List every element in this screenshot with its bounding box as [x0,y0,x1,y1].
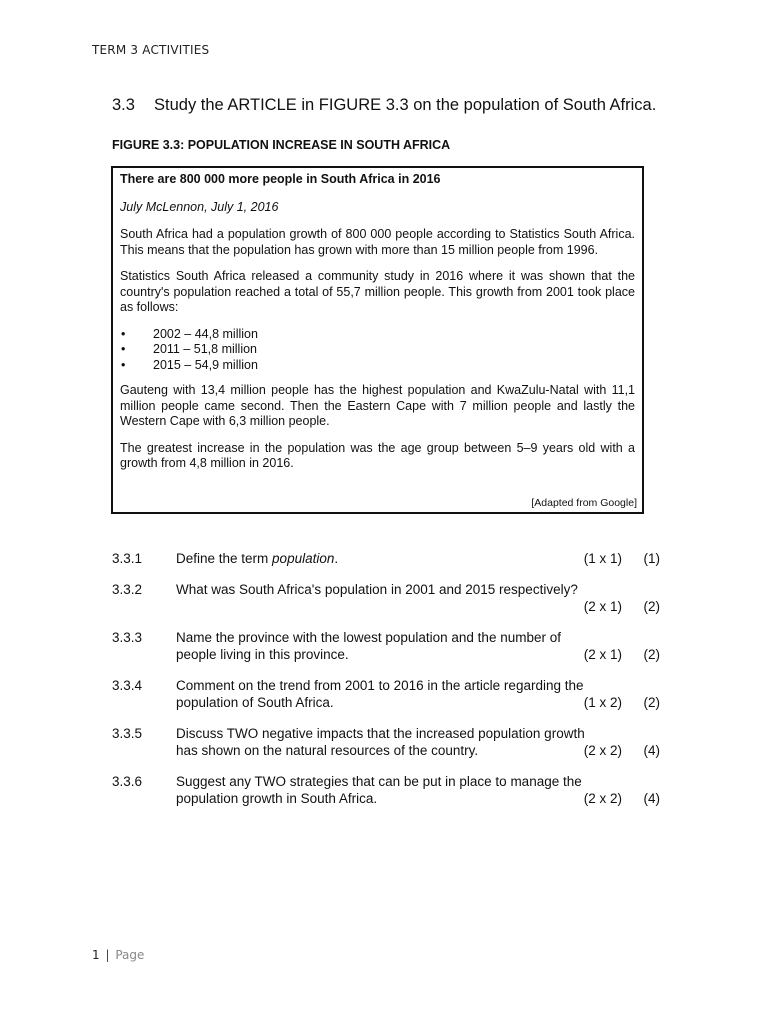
sub-question-number: 3.3.2 [112,582,143,597]
page-number: 1 [92,948,100,962]
sub-question-text: What was South Africa's population in 2001 and 2015 respectively? [176,582,578,597]
sub-question-3-3-1 [112,550,664,567]
article-paragraph: Statistics South Africa released a community study in 2016 where it was shown that the country's population reached a total of 55,7 million people. This growth from 2001 took place as follows: [120,269,635,314]
bullet-icon: • [121,326,126,341]
population-list [120,327,635,374]
question-heading [112,96,656,115]
mark-allocation: (2 x 1) [583,599,622,614]
mark-allocation: (1 x 1) [583,551,622,566]
sub-question-text: Define the term population. [176,551,339,566]
sub-question-number: 3.3.3 [112,630,143,645]
sub-question-3-3-4 [112,677,664,711]
mark-allocation: (2 x 2) [583,791,622,806]
question-number: 3.3 [112,96,135,114]
mark-total: (4) [643,743,660,758]
mark-total: (1) [643,551,660,566]
sub-questions [112,550,664,821]
sub-question-3-3-2 [112,581,664,615]
mark-total: (2) [643,647,660,662]
bullet-icon: • [121,342,126,356]
page-footer [92,948,144,962]
figure-title: FIGURE 3.3: POPULATION INCREASE IN SOUTH AFRICA [112,138,451,152]
article-paragraph: South Africa had a population growth of 800 000 people according to Statistics South Africa. This means that the population has grown with more than 15 million people from 1996. [120,227,635,257]
sub-question-3-3-3 [112,629,664,663]
page-label: Page [115,948,145,962]
list-item: • 2011 – 51,8 million [121,342,258,356]
footer-separator: | [105,948,110,962]
article-paragraph: Gauteng with 13,4 million people has the highest population and KwaZulu-Natal with 11,1 million people came second. Then the Eastern Cape with 7 million people and lastly the Western Cape with 6,3 million people. [120,383,635,428]
mark-total: (2) [643,695,660,710]
sub-question-text: Name the province with the lowest population and the number of people living in this province. [176,630,561,662]
sub-question-number: 3.3.4 [112,678,143,693]
mark-allocation: (1 x 2) [583,695,622,710]
sub-question-3-3-5 [112,725,664,759]
mark-total: (2) [643,599,660,614]
sub-question-number: 3.3.5 [112,726,143,741]
sub-question-text: Discuss TWO negative impacts that the increased population growth has shown on the natural resources of the country. [176,726,585,758]
article-box [111,166,644,514]
article-source: [Adapted from Google] [531,496,637,509]
list-item: • 2015 – 54,9 million [121,357,258,372]
sub-question-text: Comment on the trend from 2001 to 2016 in the article regarding the population of South Africa. [176,678,584,710]
sub-question-text: Suggest any TWO strategies that can be put in place to manage the population growth in South Africa. [176,774,582,806]
mark-allocation: (2 x 2) [583,743,622,758]
sub-question-number: 3.3.1 [112,551,143,566]
sub-question-number: 3.3.6 [112,774,143,789]
sub-question-3-3-6 [112,773,664,807]
bullet-icon: • [121,357,126,372]
page-header: TERM 3 ACTIVITIES [92,43,210,57]
mark-total: (4) [643,791,660,806]
article-headline: There are 800 000 more people in South Africa in 2016 [120,172,441,186]
article-byline: July McLennon, July 1, 2016 [120,199,279,214]
article-paragraph: The greatest increase in the population was the age group between 5–9 years old with a growth from 4,8 million in 2016. [120,440,635,470]
mark-allocation: (2 x 1) [583,647,622,662]
question-instruction: Study the ARTICLE in FIGURE 3.3 on the population of South Africa. [154,96,657,114]
list-item: • 2002 – 44,8 million [121,326,258,341]
